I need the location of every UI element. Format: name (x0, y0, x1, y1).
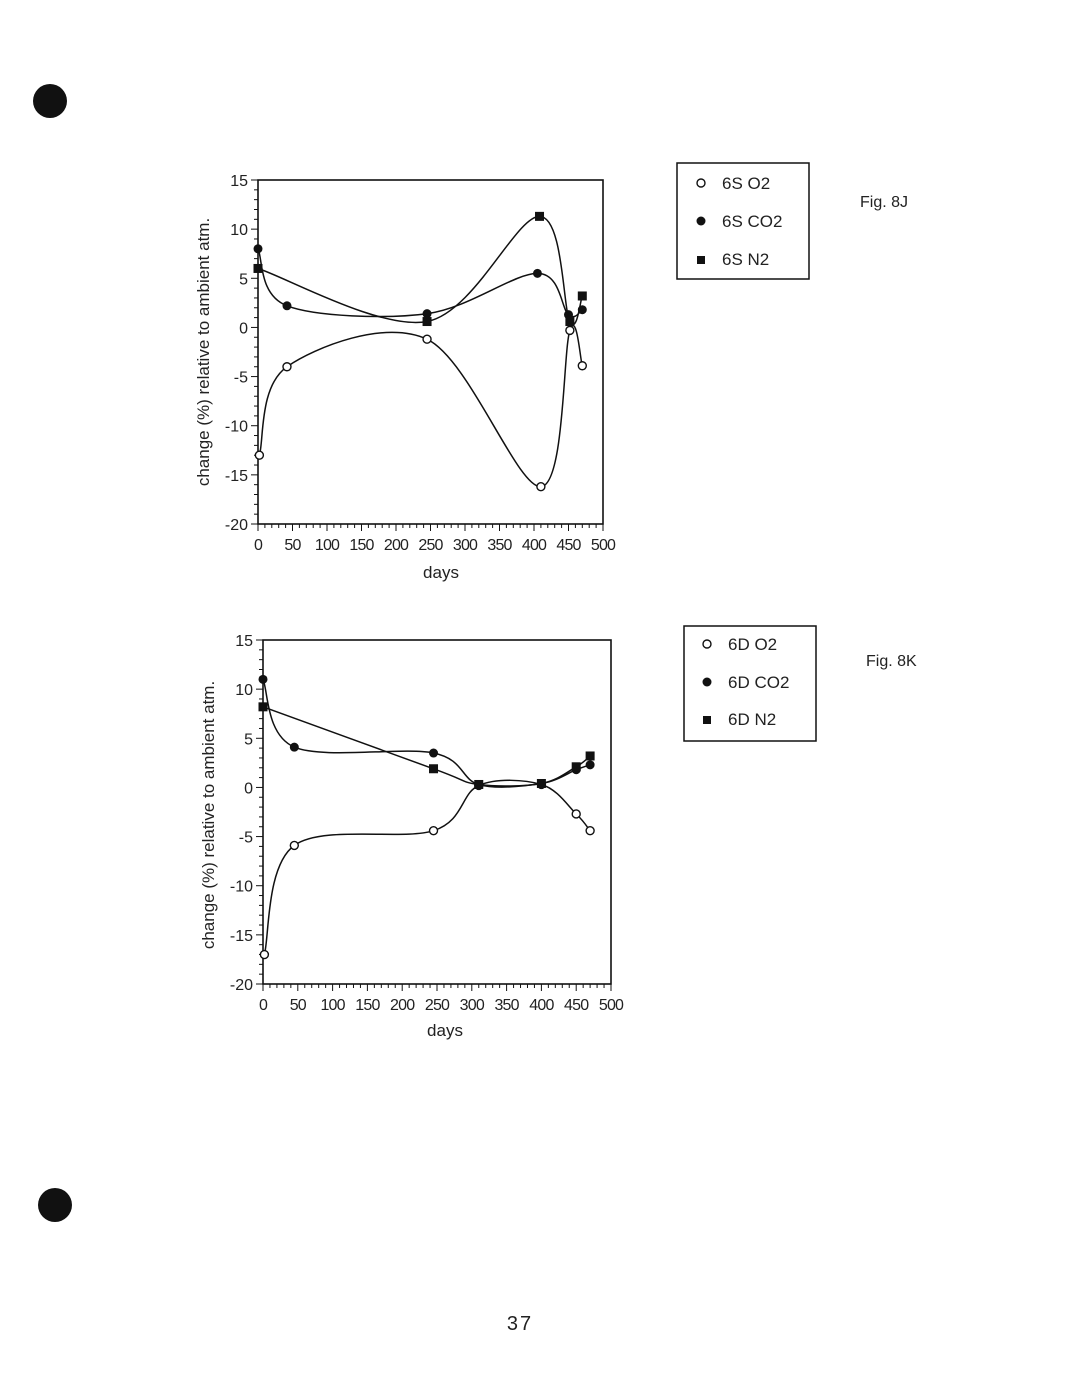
legend-filled-circle-icon (697, 217, 706, 226)
data-point (565, 317, 574, 326)
y-tick-label: -5 (238, 829, 253, 847)
legend-filled-square-icon (703, 716, 711, 724)
plot-frame (263, 640, 611, 984)
legend-filled-square-icon (697, 256, 705, 264)
data-point (578, 362, 586, 370)
x-tick-labels (254, 537, 616, 554)
series-line-6d-co2 (263, 679, 590, 787)
x-axis-label: days (427, 1021, 463, 1040)
legend-open-circle-icon (703, 640, 711, 648)
x-tick-label: 100 (314, 537, 340, 554)
x-tick-label: 200 (390, 997, 415, 1014)
x-axis-label: days (423, 563, 459, 582)
x-tick-label: 0 (258, 997, 268, 1014)
data-point (429, 749, 438, 758)
series-line-6s-o2 (259, 326, 582, 487)
x-tick-label: 500 (598, 997, 624, 1014)
data-point (578, 291, 587, 300)
series-line-6s-n2 (258, 216, 582, 324)
data-point (290, 841, 298, 849)
series-layer (254, 212, 587, 491)
chart-fig-8j (194, 163, 908, 582)
legend-label: 6S O2 (722, 174, 771, 193)
y-tick-label: -10 (229, 878, 253, 896)
data-point (423, 335, 431, 343)
data-point (535, 212, 544, 221)
x-tick-label: 400 (529, 997, 554, 1014)
data-point (572, 762, 581, 771)
plot-frame (258, 180, 603, 524)
y-tick-label: 10 (230, 222, 248, 240)
x-tick-label: 350 (487, 537, 512, 554)
y-tick-label: -15 (229, 927, 253, 945)
x-tick-label: 250 (418, 537, 443, 554)
legend-label: 6D N2 (728, 710, 777, 729)
series-layer (259, 675, 595, 959)
data-point (259, 675, 268, 684)
data-point (254, 244, 263, 253)
y-tick-label: 0 (239, 320, 248, 338)
page-number: 37 (506, 1313, 534, 1335)
y-tick-label: -5 (233, 369, 248, 387)
x-tick-label: 400 (521, 537, 547, 554)
y-tick-label: 15 (235, 633, 253, 650)
data-point (586, 760, 595, 769)
data-point (423, 317, 432, 326)
data-point (282, 301, 291, 310)
data-point (537, 779, 546, 788)
legend-open-circle-icon (697, 179, 705, 187)
y-tick-label: -10 (224, 418, 248, 436)
y-tick-label: -15 (224, 467, 248, 485)
y-tick-label: 10 (235, 682, 253, 700)
data-point (533, 269, 542, 278)
x-tick-label: 0 (253, 537, 263, 554)
legend-label: 6S CO2 (722, 212, 783, 231)
data-point (430, 827, 438, 835)
y-tick-label: -20 (224, 517, 248, 534)
data-point (474, 780, 483, 789)
data-point (260, 951, 268, 959)
data-point (255, 451, 263, 459)
y-tick-labels (225, 173, 248, 534)
y-tick-label: 15 (230, 173, 248, 190)
y-tick-label: 0 (244, 780, 253, 798)
x-tick-label: 450 (556, 537, 581, 554)
figure-label: Fig. 8K (866, 653, 917, 670)
y-tick-labels (230, 633, 253, 994)
data-point (283, 363, 291, 371)
x-tick-label: 50 (284, 537, 301, 554)
x-tick-label: 300 (459, 997, 484, 1014)
data-point (586, 751, 595, 760)
y-axis-label: change (%) relative to ambient atm. (199, 680, 218, 950)
legend-label: 6D O2 (728, 635, 778, 654)
y-tick-label: -20 (229, 977, 253, 994)
data-point (572, 810, 580, 818)
x-tick-label: 100 (320, 997, 345, 1014)
y-tick-label: 5 (244, 731, 253, 749)
x-tick-label: 450 (564, 997, 589, 1014)
series-line-6d-n2 (263, 707, 590, 786)
axis-ticks (256, 640, 611, 991)
chart-fig-8k (199, 626, 917, 1040)
data-point (537, 483, 545, 491)
x-tick-label: 350 (494, 997, 519, 1014)
data-point (259, 702, 268, 711)
data-point (254, 264, 263, 273)
y-tick-label: 5 (239, 271, 248, 289)
x-tick-label: 200 (383, 537, 409, 554)
series-line-6d-o2 (264, 780, 590, 954)
data-point (290, 743, 299, 752)
legend-filled-circle-icon (703, 678, 712, 687)
x-tick-label: 150 (349, 537, 374, 554)
x-tick-label: 250 (424, 997, 450, 1014)
data-point (429, 764, 438, 773)
x-tick-label: 50 (289, 997, 306, 1014)
x-tick-label: 150 (355, 997, 380, 1014)
legend-label: 6S N2 (722, 250, 770, 269)
x-tick-label: 300 (452, 537, 478, 554)
legend-label: 6D CO2 (728, 673, 790, 692)
figure-label: Fig. 8J (860, 194, 909, 211)
data-point (423, 309, 432, 318)
x-tick-labels (259, 997, 624, 1014)
data-point (586, 827, 594, 835)
x-tick-label: 500 (590, 537, 616, 554)
y-axis-label: change (%) relative to ambient atm. (194, 217, 213, 487)
data-point (566, 326, 574, 334)
series-line-6s-co2 (258, 249, 582, 317)
